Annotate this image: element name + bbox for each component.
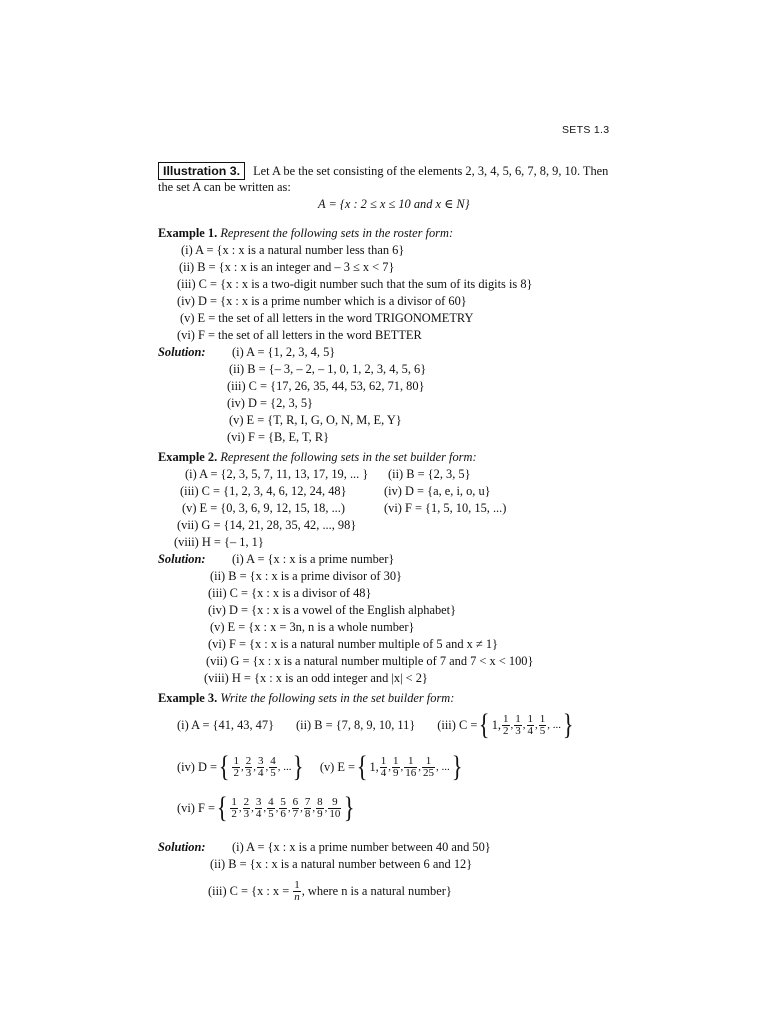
numerator: 8 <box>317 795 323 808</box>
right-brace: } <box>293 750 305 783</box>
example-2-item: (iv) D = {a, e, i, o, u} <box>384 484 491 498</box>
comma: , <box>418 761 421 773</box>
numerator: 1 <box>380 754 387 767</box>
fraction <box>243 797 251 820</box>
fraction <box>232 756 240 779</box>
numerator: 1 <box>422 756 435 768</box>
comma: , <box>265 761 269 773</box>
fraction <box>527 714 535 737</box>
solution-1-item: (i) A = {1, 2, 3, 4, 5} <box>232 345 336 359</box>
example-1-item: (iv) D = {x : x is a prime number which is a divisor of 60} <box>177 294 467 308</box>
numerator: 4 <box>268 795 274 808</box>
illustration-text-2: the set A can be written as: <box>158 180 291 194</box>
numerator: 1 <box>539 712 546 725</box>
fraction <box>316 797 324 820</box>
example-2-item: (vi) F = {1, 5, 10, 15, ...) <box>384 501 507 515</box>
comma: , <box>312 802 316 814</box>
numerator: 3 <box>255 795 262 808</box>
fraction <box>279 797 287 820</box>
comma: , <box>324 802 328 814</box>
numerator: 1 <box>404 756 417 768</box>
denominator: 25 <box>423 766 434 779</box>
right-brace: } <box>562 708 574 741</box>
set-first-element: 1, <box>491 717 502 732</box>
fraction <box>293 880 301 903</box>
denominator: 7 <box>292 807 299 820</box>
numerator: 1 <box>393 754 399 767</box>
numerator: 7 <box>304 795 311 808</box>
solution-2-item: (viii) H = {x : x is an odd integer and |x| < 2} <box>204 671 428 685</box>
example-2-heading <box>158 450 477 464</box>
example-3-item-vi-prefix: (vi) F = <box>177 800 215 815</box>
example-3-item-ii: (ii) B = {7, 8, 9, 10, 11} <box>296 717 416 732</box>
fraction-list <box>231 756 277 779</box>
solution-2-item: (ii) B = {x : x is a prime divisor of 30} <box>210 569 402 583</box>
fraction <box>392 756 400 779</box>
solution-1-item: (iv) D = {2, 3, 5} <box>227 396 313 410</box>
fraction <box>502 714 510 737</box>
example-1-item: (ii) B = {x : x is an integer and – 3 ≤ x < 7} <box>179 260 395 274</box>
comma: , <box>253 761 256 773</box>
fraction <box>269 756 277 779</box>
left-brace: { <box>479 708 490 741</box>
fraction <box>380 756 388 779</box>
fraction <box>245 756 253 779</box>
comma: , <box>300 802 303 814</box>
denominator: 5 <box>268 807 274 820</box>
denominator: 6 <box>280 807 286 820</box>
denominator: 5 <box>270 766 276 779</box>
numerator: 5 <box>280 795 286 808</box>
numerator: 1 <box>294 878 300 891</box>
illustration-line-1 <box>158 162 608 180</box>
example-1-heading <box>158 226 453 240</box>
fraction-list <box>229 797 342 820</box>
denominator: 2 <box>231 807 237 820</box>
denominator: 4 <box>527 724 534 737</box>
solution-3-item: (i) A = {x : x is a prime number between 40 and 50} <box>232 840 491 854</box>
solution-3-iii-suffix: , where n is a natural number} <box>301 883 452 898</box>
set-first-element: 1, <box>369 759 379 774</box>
solution-3-label: Solution: <box>158 840 206 854</box>
numerator: 4 <box>270 754 276 767</box>
denominator: 3 <box>243 807 250 820</box>
numerator: 9 <box>328 797 341 809</box>
fraction <box>255 797 263 820</box>
denominator: 4 <box>257 766 264 779</box>
example-3-label: Example 3. <box>158 691 218 705</box>
solution-1-item: (ii) B = {– 3, – 2, – 1, 0, 1, 2, 3, 4, 5, 6} <box>229 362 427 376</box>
numerator: 1 <box>503 712 509 725</box>
denominator: 9 <box>317 807 323 820</box>
denominator: 3 <box>245 766 252 779</box>
solution-2-item: (vi) F = {x : x is a natural number multiple of 5 and x ≠ 1} <box>208 637 498 651</box>
comma: , <box>275 802 279 814</box>
fraction <box>267 797 275 820</box>
denominator: 5 <box>539 724 546 737</box>
denominator: 16 <box>405 766 417 779</box>
denominator: n <box>294 890 300 903</box>
fraction <box>404 756 417 779</box>
example-2-item: (vii) G = {14, 21, 28, 35, 42, ..., 98} <box>177 518 357 532</box>
denominator: 4 <box>255 807 262 820</box>
solution-1-item: (vi) F = {B, E, T, R} <box>227 430 330 444</box>
example-1-item: (v) E = the set of all letters in the word TRIGONOMETRY <box>180 311 474 325</box>
denominator: 4 <box>380 766 387 779</box>
example-2-prompt: Represent the following sets in the set builder form: <box>220 450 477 464</box>
fraction <box>230 797 238 820</box>
example-2-item: (viii) H = {– 1, 1} <box>174 535 264 549</box>
comma: , <box>263 802 267 814</box>
illustration-formula: A = {x : 2 ≤ x ≤ 10 and x ∈ N} <box>318 197 470 211</box>
fraction <box>304 797 312 820</box>
example-3-row-1 <box>177 705 575 745</box>
example-3-heading <box>158 691 454 705</box>
comma: , <box>522 719 526 731</box>
comma: , <box>240 761 244 773</box>
solution-2-label: Solution: <box>158 552 206 566</box>
denominator: 2 <box>503 724 509 737</box>
fraction <box>422 756 435 779</box>
example-3-item-iv-prefix: (iv) D = <box>177 759 218 774</box>
example-2-item: (i) A = {2, 3, 5, 7, 11, 13, 17, 19, ... } <box>185 467 369 481</box>
comma: , <box>238 802 242 814</box>
example-1-item: (iii) C = {x : x is a two-digit number such that the sum of its digits is 8} <box>177 277 533 291</box>
ellipsis: , ... <box>277 761 292 773</box>
left-brace: { <box>216 791 228 824</box>
numerator: 1 <box>231 795 237 808</box>
fraction-list <box>379 756 436 779</box>
example-2-item: (v) E = {0, 3, 6, 9, 12, 15, 18, ...) <box>182 501 345 515</box>
left-brace: { <box>218 750 230 783</box>
solution-3-item-iii <box>208 874 452 908</box>
numerator: 1 <box>527 712 534 725</box>
example-1-label: Example 1. <box>158 226 218 240</box>
example-3-prompt: Write the following sets in the set builder form: <box>220 691 455 705</box>
example-3-item-v-prefix: (v) E = <box>319 759 356 774</box>
example-1-item: (vi) F = the set of all letters in the word BETTER <box>177 328 422 342</box>
fraction <box>257 756 265 779</box>
ellipsis: , ... <box>547 719 562 731</box>
denominator: 2 <box>233 766 239 779</box>
comma: , <box>510 719 514 731</box>
solution-3-iii-prefix: (iii) C = {x : x = <box>208 883 290 898</box>
example-2-item: (ii) B = {2, 3, 5} <box>388 467 471 481</box>
solution-2-item: (iv) D = {x : x is a vowel of the English alphabet} <box>208 603 457 617</box>
comma: , <box>535 719 538 731</box>
solution-1-item: (v) E = {T, R, I, G, O, N, M, E, Y} <box>229 413 402 427</box>
denominator: 10 <box>329 807 341 820</box>
example-3-item-iii-prefix: (iii) C = <box>437 717 478 732</box>
example-3-row-2 <box>177 747 464 787</box>
example-1-item: (i) A = {x : x is a natural number less than 6} <box>181 243 405 257</box>
numerator: 6 <box>292 795 299 808</box>
comma: , <box>400 761 404 773</box>
fraction-list <box>501 714 547 737</box>
numerator: 1 <box>233 754 239 767</box>
example-3-item-i: (i) A = {41, 43, 47} <box>177 717 275 732</box>
ellipsis: , ... <box>436 761 450 773</box>
numerator: 3 <box>257 754 264 767</box>
solution-1-item: (iii) C = {17, 26, 35, 44, 53, 62, 71, 80} <box>227 379 425 393</box>
example-2-label: Example 2. <box>158 450 218 464</box>
left-brace: { <box>356 750 368 783</box>
example-2-item: (iii) C = {1, 2, 3, 4, 6, 12, 24, 48} <box>180 484 347 498</box>
fraction <box>514 714 522 737</box>
solution-2-item: (iii) C = {x : x is a divisor of 48} <box>208 586 372 600</box>
numerator: 2 <box>243 795 250 808</box>
example-1-prompt: Represent the following sets in the roster form: <box>220 226 454 240</box>
right-brace: } <box>344 791 355 824</box>
fraction <box>328 797 341 820</box>
solution-2-item: (i) A = {x : x is a prime number} <box>232 552 395 566</box>
example-3-row-3 <box>177 788 357 828</box>
numerator: 1 <box>515 712 521 725</box>
right-brace: } <box>451 750 463 783</box>
solution-1-label: Solution: <box>158 345 206 359</box>
numerator: 2 <box>245 754 252 767</box>
denominator: 9 <box>393 766 399 779</box>
solution-3-item: (ii) B = {x : x is a natural number between 6 and 12} <box>210 857 473 871</box>
fraction <box>292 797 300 820</box>
solution-2-item: (v) E = {x : x = 3n, n is a whole number} <box>210 620 415 634</box>
fraction <box>539 714 547 737</box>
comma: , <box>287 802 291 814</box>
denominator: 3 <box>515 724 521 737</box>
illustration-label: Illustration 3. <box>158 162 245 180</box>
illustration-text-1: Let A be the set consisting of the elements 2, 3, 4, 5, 6, 7, 8, 9, 10. Then <box>253 164 609 178</box>
running-header: SETS 1.3 <box>562 124 610 136</box>
denominator: 8 <box>304 807 311 820</box>
comma: , <box>251 802 254 814</box>
solution-2-item: (vii) G = {x : x is a natural number multiple of 7 and 7 < x < 100} <box>206 654 534 668</box>
comma: , <box>388 761 391 773</box>
